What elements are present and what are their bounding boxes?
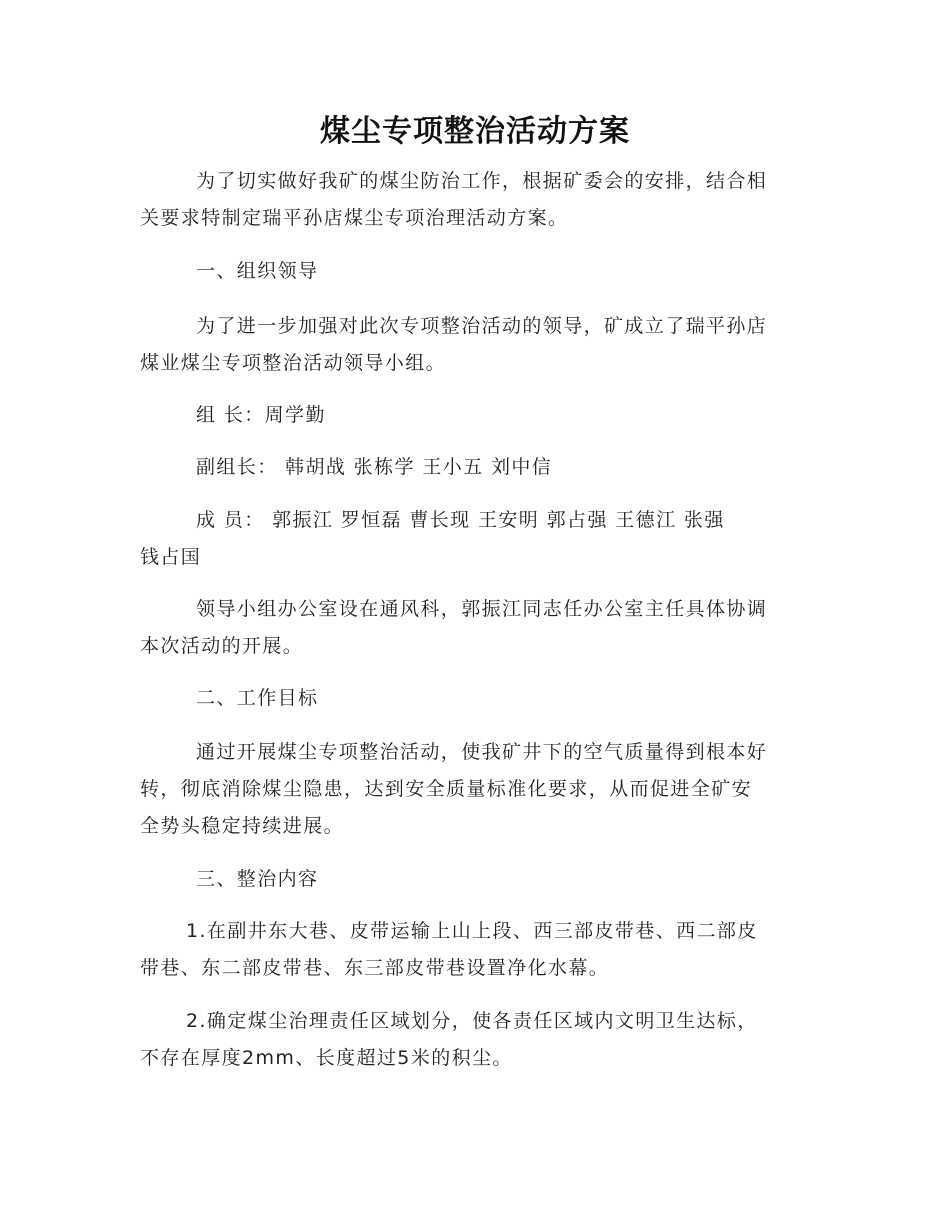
- paragraph-line: 1.在副井东大巷、皮带运输上山上段、西三部皮带巷、西二部皮: [186, 920, 758, 942]
- document-title: 煤尘专项整治活动方案: [320, 114, 630, 149]
- section-heading-text: 二、工作目标: [196, 687, 319, 709]
- paragraph-line: 领导小组办公室设在通风科，郭振江同志任办公室主任具体协调: [196, 598, 768, 620]
- section-heading-text: 三、整治内容: [196, 868, 319, 890]
- paragraph-line: 为了进一步加强对此次专项整治活动的领导，矿成立了瑞平孙店: [196, 315, 768, 337]
- section-heading-content: [140, 861, 810, 898]
- paragraph-line: 通过开展煤尘专项整治活动，使我矿井下的空气质量得到根本好: [196, 741, 768, 763]
- section-heading-text: 一、组织领导: [196, 260, 319, 282]
- paragraph-line: 转，彻底消除煤尘隐患，达到安全质量标准化要求，从而促进全矿安: [140, 778, 753, 800]
- paragraph-line: 2.确定煤尘治理责任区域划分，使各责任区域内文明卫生达标，: [186, 1010, 758, 1032]
- section-heading-organization: [140, 253, 810, 290]
- paragraph-line: 带巷、东二部皮带巷、东三部皮带巷设置净化水幕。: [140, 957, 610, 979]
- paragraph-deputy-leaders: [140, 449, 810, 486]
- paragraph-office: [140, 591, 810, 665]
- paragraph-line: 煤业煤尘专项整治活动领导小组。: [140, 352, 447, 374]
- paragraph-line: 全势头稳定持续进展。: [140, 815, 345, 837]
- paragraph-members: [140, 502, 810, 576]
- paragraph-line: 本次活动的开展。: [140, 635, 304, 657]
- paragraph-goals: [140, 734, 810, 845]
- paragraph-line: 成 员： 郭振江 罗恒磊 曹长现 王安明 郭占强 王德江 张强: [196, 509, 725, 531]
- paragraph-leader: [140, 397, 810, 434]
- paragraph-leadership: [140, 308, 810, 382]
- paragraph-item-2: [140, 1003, 810, 1077]
- section-heading-goals: [140, 680, 810, 717]
- paragraph-intro: [140, 163, 810, 237]
- paragraph-line: 不存在厚度2mm、长度超过5米的积尘。: [140, 1047, 513, 1069]
- paragraph-line: 关要求特制定瑞平孙店煤尘专项治理活动方案。: [140, 207, 569, 229]
- paragraph-line: 组 长：周学勤: [196, 404, 326, 426]
- paragraph-item-1: [140, 913, 810, 987]
- paragraph-line: 钱占国: [140, 546, 202, 568]
- paragraph-line: 副组长： 韩胡战 张栋学 王小五 刘中信: [196, 456, 553, 478]
- paragraph-line: 为了切实做好我矿的煤尘防治工作，根据矿委会的安排，结合相: [196, 170, 768, 192]
